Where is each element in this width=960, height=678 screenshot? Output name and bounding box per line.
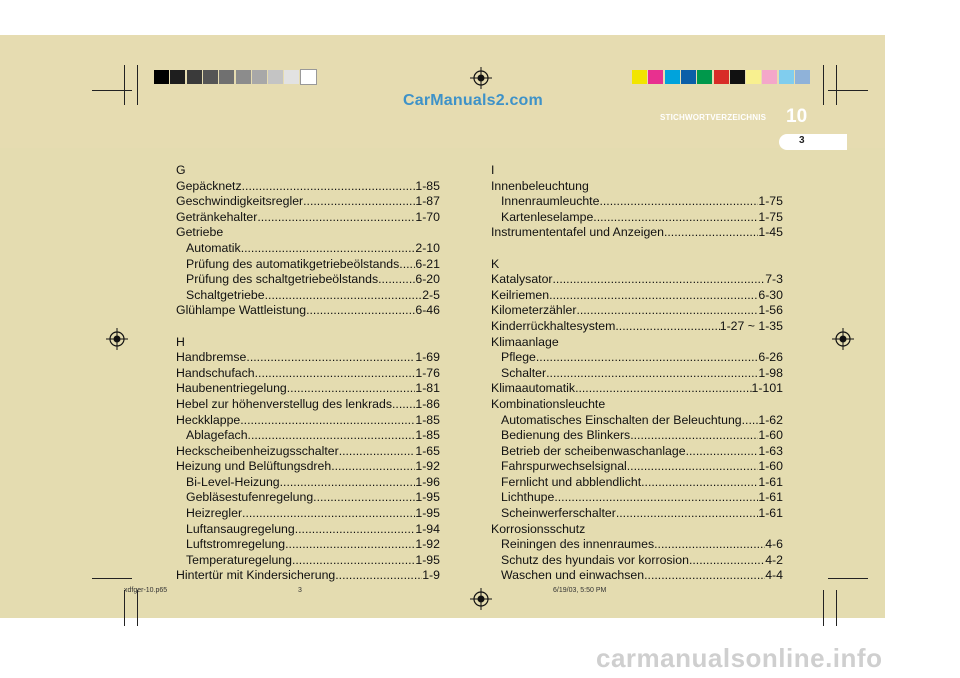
calibration-swatch [714, 70, 729, 84]
index-subentry [176, 241, 440, 257]
index-entry [491, 381, 783, 397]
index-term: Gepäcknetz [176, 178, 242, 193]
index-page-ref: 2-5 [422, 287, 440, 302]
dot-leader [664, 225, 758, 241]
calibration-swatch [236, 70, 251, 84]
index-subentry [491, 350, 783, 366]
page-number-tab [779, 134, 847, 150]
dot-leader [242, 179, 416, 195]
calibration-swatch [697, 70, 712, 84]
index-entry [491, 303, 783, 319]
index-entry [176, 366, 440, 382]
calibration-swatch [154, 70, 169, 84]
index-term: Klimaautomatik [491, 381, 576, 396]
dot-leader [335, 568, 422, 584]
index-page-ref: 1-60 [758, 459, 783, 474]
index-term: Handbremse [176, 350, 247, 365]
index-subentry [491, 553, 783, 569]
calibration-swatch [746, 70, 761, 84]
index-group-heading: Korrosionsschutz [491, 521, 586, 536]
index-subentry [491, 428, 783, 444]
index-page-ref: 1-62 [758, 412, 783, 427]
index-term: Bedienung des Blinkers [501, 428, 631, 443]
crop-mark [137, 65, 138, 105]
index-subentry [491, 490, 783, 506]
registration-target-icon [470, 67, 492, 89]
index-page-ref: 1-9 [422, 568, 440, 583]
index-entry [491, 319, 783, 335]
dot-leader [686, 444, 759, 460]
index-page-ref: 1-95 [415, 490, 440, 505]
calibration-swatch [219, 70, 234, 84]
registration-target-icon [106, 328, 128, 350]
dot-leader [241, 241, 416, 257]
index-entry [176, 194, 440, 210]
index-page-ref: 4-2 [765, 552, 783, 567]
footer-watermark[interactable]: carmanualsonline.info [596, 643, 883, 673]
index-term: Scheinwerferschalter [501, 506, 616, 521]
index-term: Fernlicht und abblendlicht [501, 474, 642, 489]
index-page-ref: 1-56 [758, 303, 783, 318]
registration-target-icon [470, 588, 492, 610]
index-page-ref: 1-60 [758, 428, 783, 443]
dot-leader [549, 288, 758, 304]
index-page-ref: 1-61 [758, 506, 783, 521]
index-group-heading: Kombinationsleuchte [491, 396, 606, 411]
index-column-right [491, 163, 783, 584]
footer-timestamp: 6/19/03, 5:50 PM [553, 587, 607, 594]
index-entry [176, 413, 440, 429]
index-page-ref: 1-85 [415, 428, 440, 443]
index-page-ref: 2-10 [415, 240, 440, 255]
dot-leader [536, 350, 759, 366]
index-subentry [491, 475, 783, 491]
calibration-swatch [187, 70, 202, 84]
dot-leader [292, 553, 415, 569]
index-term: Glühlampe Wattleistung [176, 303, 307, 318]
index-subentry [176, 288, 440, 304]
dot-leader [339, 444, 416, 460]
index-term: Haubenentriegelung [176, 381, 287, 396]
index-page-ref: 1-65 [415, 443, 440, 458]
index-term: Getränkehalter [176, 209, 258, 224]
crop-mark [92, 578, 132, 579]
index-page-ref: 1-81 [415, 381, 440, 396]
crop-mark [823, 590, 824, 626]
index-term: Luftansaugregelung [186, 521, 295, 536]
index-term: Heizregler [186, 506, 243, 521]
index-page-ref: 1-86 [415, 396, 440, 411]
index-column-left [176, 163, 440, 584]
dot-leader [313, 490, 415, 506]
dot-leader [306, 303, 415, 319]
index-page-ref: 1-75 [758, 194, 783, 209]
index-term: Schutz des hyundais vor korrosion [501, 552, 689, 567]
index-term: Fahrspurwechselsignal [501, 459, 627, 474]
registration-target-icon [832, 328, 854, 350]
calibration-swatch [779, 70, 794, 84]
index-group-heading: Klimaanlage [491, 334, 559, 349]
index-subentry [176, 490, 440, 506]
index-term: Temperaturegelung [186, 552, 292, 567]
index-group-heading: Innenbeleuchtung [491, 178, 589, 193]
index-letter-heading: H [176, 334, 185, 349]
dot-leader [287, 381, 416, 397]
index-subentry [491, 366, 783, 382]
dot-leader [392, 397, 415, 413]
index-entry [491, 225, 783, 241]
index-entry [491, 272, 783, 288]
calibration-swatch [632, 70, 647, 84]
dot-leader [630, 428, 758, 444]
calibration-swatch [665, 70, 680, 84]
crop-mark [828, 578, 868, 579]
index-page-ref: 6-30 [758, 287, 783, 302]
index-page-ref: 1-61 [758, 474, 783, 489]
dot-leader [627, 459, 759, 475]
calibration-swatch [252, 70, 267, 84]
dot-leader [303, 194, 415, 210]
index-subentry [176, 272, 440, 288]
index-letter-heading: K [491, 256, 500, 271]
index-page-ref: 6-21 [415, 256, 440, 271]
index-subentry [491, 210, 783, 226]
index-page-ref: 1-70 [415, 209, 440, 224]
index-term: Kilometerzähler [491, 303, 577, 318]
index-term: Gebläsestufenregelung [186, 490, 314, 505]
index-term: Pflege [501, 350, 536, 365]
crop-mark [137, 590, 138, 626]
calibration-swatch [648, 70, 663, 84]
index-page-ref: 1-96 [415, 474, 440, 489]
index-entry [176, 210, 440, 226]
dot-leader [240, 413, 415, 429]
index-entry [176, 179, 440, 195]
index-subentry [176, 506, 440, 522]
index-term: Heckklappe [176, 412, 241, 427]
dot-leader [641, 475, 758, 491]
index-subentry [176, 257, 440, 273]
index-page-ref: 1-76 [415, 365, 440, 380]
index-term: Automatisches Einschalten der Beleuchtung [501, 412, 742, 427]
index-page-ref: 6-20 [415, 272, 440, 287]
dot-leader [246, 350, 415, 366]
index-term: Keilriemen [491, 287, 550, 302]
calibration-swatch [681, 70, 696, 84]
crop-mark [836, 590, 837, 626]
section-spacer [176, 319, 440, 335]
index-term: Bi-Level-Heizung [186, 474, 280, 489]
dot-leader [616, 506, 759, 522]
index-term: Instrumententafel und Anzeigen [491, 225, 664, 240]
calibration-swatch [284, 70, 299, 84]
footer-sheet-number: 3 [298, 587, 302, 594]
index-term: Prüfung des automatikgetriebeölstands [186, 256, 400, 271]
site-watermark[interactable]: CarManuals2.com [403, 92, 543, 109]
index-term: Kartenleselampe [501, 209, 594, 224]
crop-mark [124, 590, 125, 626]
index-page-ref: 4-6 [765, 537, 783, 552]
index-entry [176, 397, 440, 413]
chapter-number: 10 [786, 106, 808, 127]
dot-leader [280, 475, 416, 491]
index-page-ref: 7-3 [765, 272, 783, 287]
index-page-ref: 1-92 [415, 459, 440, 474]
index-letter-heading: G [176, 163, 186, 177]
calibration-swatch [268, 70, 283, 84]
dot-leader [399, 257, 415, 273]
dot-leader [242, 506, 415, 522]
index-term: Hebel zur höhenverstellug des lenkrads [176, 396, 393, 411]
dot-leader [295, 522, 416, 538]
index-term: Handschufach [176, 365, 255, 380]
dot-leader [593, 210, 758, 226]
index-page-ref: 6-26 [758, 350, 783, 365]
dot-leader [742, 413, 759, 429]
index-term: Lichthupe [501, 490, 555, 505]
index-page-ref: 1-94 [415, 521, 440, 536]
calibration-swatch [795, 70, 810, 84]
index-subentry [491, 568, 783, 584]
index-subentry [491, 413, 783, 429]
dot-leader [689, 553, 765, 569]
index-page-ref: 1-69 [415, 350, 440, 365]
index-page-ref: 1-95 [415, 552, 440, 567]
index-page-ref: 1-61 [758, 490, 783, 505]
index-term: Prüfung des schaltgetriebeölstands [186, 272, 379, 287]
index-term: Heckscheibenheizugsschalter [176, 443, 339, 458]
index-page-ref: 1-45 [758, 225, 783, 240]
calibration-swatch [170, 70, 185, 84]
index-entry [176, 459, 440, 475]
index-entry [176, 350, 440, 366]
dot-leader [331, 459, 415, 475]
index-subentry [176, 522, 440, 538]
index-entry [176, 568, 440, 584]
index-term: Luftstromregelung [186, 537, 286, 552]
calibration-swatch [762, 70, 777, 84]
index-page-ref: 1-95 [415, 506, 440, 521]
index-entry [176, 303, 440, 319]
section-spacer [491, 241, 783, 257]
calibration-swatch [301, 70, 316, 84]
index-subentry [176, 428, 440, 444]
crop-mark [823, 65, 824, 105]
dot-leader [553, 272, 766, 288]
crop-mark [124, 65, 125, 105]
index-subentry [176, 537, 440, 553]
dot-leader [575, 381, 751, 397]
index-page-ref: 1-27 ~ 1-35 [719, 318, 783, 333]
index-letter-heading: I [491, 163, 495, 177]
index-subentry [491, 506, 783, 522]
index-page-ref: 1-75 [758, 209, 783, 224]
index-term: Schalter [501, 365, 547, 380]
dot-leader [644, 568, 765, 584]
index-page-ref: 1-101 [751, 381, 783, 396]
index-term: Hintertür mit Kindersicherung [176, 568, 336, 583]
index-term: Ablagefach [186, 428, 248, 443]
dot-leader [285, 537, 415, 553]
index-term: Geschwindigkeitsregler [176, 194, 304, 209]
index-page-ref: 1-87 [415, 194, 440, 209]
index-page-ref: 1-92 [415, 537, 440, 552]
dot-leader [546, 366, 758, 382]
index-term: Reiningen des innenraumes [501, 537, 655, 552]
dot-leader [599, 194, 758, 210]
index-page-ref: 1-85 [415, 178, 440, 193]
index-term: Schaltgetriebe [186, 287, 265, 302]
calibration-swatch [730, 70, 745, 84]
index-entry [176, 381, 440, 397]
index-term: Automatik [186, 240, 241, 255]
index-subentry [176, 553, 440, 569]
page-number: 3 [799, 135, 805, 146]
dot-leader [378, 272, 415, 288]
dot-leader [554, 490, 758, 506]
index-page-ref: 1-63 [758, 443, 783, 458]
index-term: Waschen und einwachsen [501, 568, 645, 583]
index-entry [491, 288, 783, 304]
crop-mark [92, 90, 132, 91]
index-group-heading: Getriebe [176, 225, 224, 240]
dot-leader [255, 366, 416, 382]
index-page-ref: 6-46 [415, 303, 440, 318]
index-subentry [491, 459, 783, 475]
index-term: Betrieb der scheibenwaschanlage [501, 443, 686, 458]
calibration-swatch [203, 70, 218, 84]
section-title: STICHWORTVERZEICHNIS [660, 113, 767, 122]
dot-leader [248, 428, 416, 444]
index-subentry [491, 194, 783, 210]
index-page-ref: 1-98 [758, 365, 783, 380]
dot-leader [576, 303, 758, 319]
index-term: Innenraumleuchte [501, 194, 600, 209]
dot-leader [257, 210, 415, 226]
crop-mark [828, 90, 868, 91]
index-subentry [491, 444, 783, 460]
index-page-ref: 4-4 [765, 568, 783, 583]
footer-file-name: xdfger-10.p65 [124, 587, 168, 594]
dot-leader [615, 319, 719, 335]
index-term: Heizung und Belüftungsdreh [176, 459, 332, 474]
index-page-ref: 1-85 [415, 412, 440, 427]
crop-mark [836, 65, 837, 105]
dot-leader [654, 537, 765, 553]
index-subentry [176, 475, 440, 491]
index-entry [176, 444, 440, 460]
index-term: Kinderrückhaltesystem [491, 318, 616, 333]
dot-leader [265, 288, 423, 304]
index-term: Katalysator [491, 272, 553, 287]
index-subentry [491, 537, 783, 553]
